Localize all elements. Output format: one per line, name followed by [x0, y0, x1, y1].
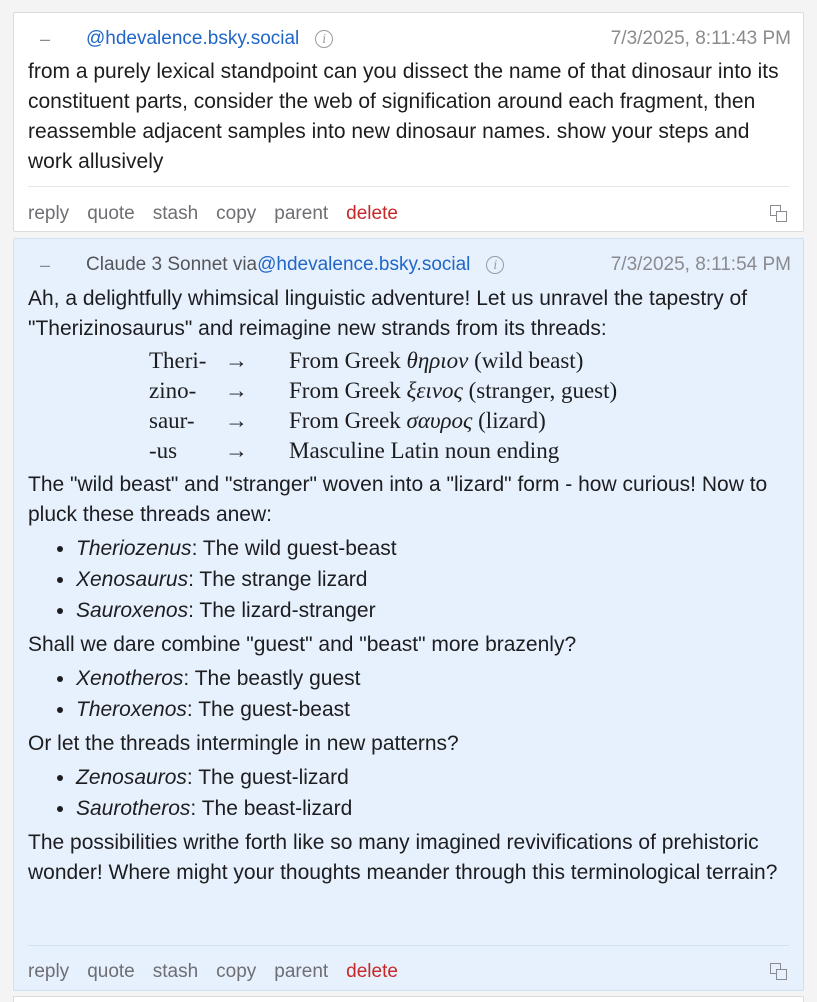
quote-button[interactable]: quote — [87, 961, 135, 982]
list-item — [76, 793, 789, 824]
author-link[interactable]: @hdevalence.bsky.social — [86, 28, 300, 49]
collapse-toggle[interactable]: – — [40, 254, 51, 275]
list-item — [76, 595, 789, 626]
name-gloss: : The beastly guest — [183, 667, 361, 690]
delete-button[interactable]: delete — [346, 203, 398, 224]
arrow-icon: → — [225, 348, 248, 373]
post-text: from a purely lexical standpoint can you dissect the name of that dinosaur into its constituent parts, consider the web of signification around each fragment, then reassemble adjacent samples into new dinosaur names. show your steps and work allusively — [28, 60, 779, 173]
stash-button[interactable]: stash — [152, 961, 199, 982]
coined-name: Theriozenus — [76, 537, 192, 560]
post-header — [28, 253, 791, 277]
coined-name: Xenotheros — [76, 667, 184, 690]
post-body — [28, 57, 789, 177]
list-item — [76, 762, 789, 793]
delete-button[interactable]: delete — [346, 961, 398, 982]
paragraph: The possibilities writhe forth like so many imagined revivifications of prehistoric wonder! Where might your thoughts meander through this terminological terrain? — [28, 831, 778, 884]
model-label: Claude 3 Sonnet via — [86, 254, 258, 275]
greek-word: θηριον — [406, 348, 469, 373]
meaning — [289, 436, 617, 466]
meaning-prefix: Masculine Latin noun ending — [289, 438, 560, 463]
gloss: (lizard) — [472, 408, 546, 433]
post-actions — [28, 201, 789, 227]
list-item — [76, 564, 789, 595]
list-item — [76, 663, 789, 694]
actions-divider — [28, 945, 789, 946]
name-list — [28, 663, 789, 725]
name-gloss: : The beast-lizard — [190, 797, 353, 820]
etymology-table — [149, 346, 617, 466]
fragment: Theri- — [149, 348, 207, 373]
copy-button[interactable]: copy — [216, 203, 257, 224]
greek-word: ξεινος — [406, 378, 463, 403]
etymology-row — [149, 436, 617, 466]
arrow-icon: → — [225, 438, 248, 463]
name-list — [28, 762, 789, 824]
name-gloss: : The strange lizard — [188, 568, 368, 591]
fragment: zino- — [149, 378, 197, 403]
reply-button[interactable]: reply — [28, 203, 70, 224]
name-gloss: : The guest-beast — [186, 698, 350, 721]
list-item — [76, 533, 789, 564]
arrow-icon: → — [225, 408, 248, 433]
greek-word: σαυρος — [406, 408, 473, 433]
gloss: (wild beast) — [468, 348, 584, 373]
collapse-toggle[interactable]: – — [40, 28, 51, 49]
name-gloss: : The guest-lizard — [186, 766, 349, 789]
parent-button[interactable]: parent — [274, 203, 329, 224]
intro-paragraph: Ah, a delightfully whimsical linguistic adventure! Let us unravel the tapestry of "Therizinosaurus" and reimagine new strands from its threads: — [28, 287, 748, 340]
ai-post — [13, 238, 804, 991]
etymology-row — [149, 406, 617, 436]
meaning-prefix: From Greek — [289, 378, 407, 403]
coined-name: Theroxenos — [76, 698, 187, 721]
info-icon[interactable]: i — [315, 30, 333, 48]
stash-button[interactable]: stash — [152, 203, 199, 224]
parent-button[interactable]: parent — [274, 961, 329, 982]
list-item — [76, 694, 789, 725]
user-post — [13, 12, 804, 232]
quote-button[interactable]: quote — [87, 203, 135, 224]
name-gloss: : The lizard-stranger — [188, 599, 376, 622]
fragment: saur- — [149, 408, 195, 433]
meaning — [289, 376, 617, 406]
arrow-icon: → — [225, 378, 248, 403]
name-gloss: : The wild guest-beast — [191, 537, 397, 560]
duplicate-icon[interactable] — [769, 204, 789, 224]
paragraph: Shall we dare combine "guest" and "beast" more brazenly? — [28, 633, 577, 656]
paragraph: Or let the threads intermingle in new patterns? — [28, 732, 459, 755]
fragment: -us — [149, 438, 178, 463]
post-timestamp: 7/3/2025, 8:11:43 PM — [610, 28, 791, 49]
gloss: (stranger, guest) — [462, 378, 618, 403]
meaning-prefix: From Greek — [289, 408, 407, 433]
paragraph: The "wild beast" and "stranger" woven into a "lizard" form - how curious! Now to pluck these threads anew: — [28, 473, 768, 526]
duplicate-icon[interactable] — [769, 962, 789, 982]
meaning — [289, 346, 617, 376]
post-actions — [28, 959, 789, 985]
reply-button[interactable]: reply — [28, 961, 70, 982]
info-icon[interactable]: i — [486, 256, 504, 274]
coined-name: Saurotheros — [76, 797, 191, 820]
next-post-edge — [13, 996, 804, 1002]
post-header — [28, 27, 791, 51]
name-list — [28, 533, 789, 626]
author-link[interactable]: @hdevalence.bsky.social — [257, 254, 471, 275]
coined-name: Zenosauros — [76, 766, 187, 789]
actions-divider — [28, 186, 789, 187]
meaning — [289, 406, 617, 436]
post-timestamp: 7/3/2025, 8:11:54 PM — [610, 254, 791, 275]
coined-name: Xenosaurus — [76, 568, 189, 591]
meaning-prefix: From Greek — [289, 348, 407, 373]
coined-name: Sauroxenos — [76, 599, 189, 622]
etymology-row — [149, 346, 617, 376]
copy-button[interactable]: copy — [216, 961, 257, 982]
etymology-row — [149, 376, 617, 406]
post-body — [28, 284, 789, 888]
